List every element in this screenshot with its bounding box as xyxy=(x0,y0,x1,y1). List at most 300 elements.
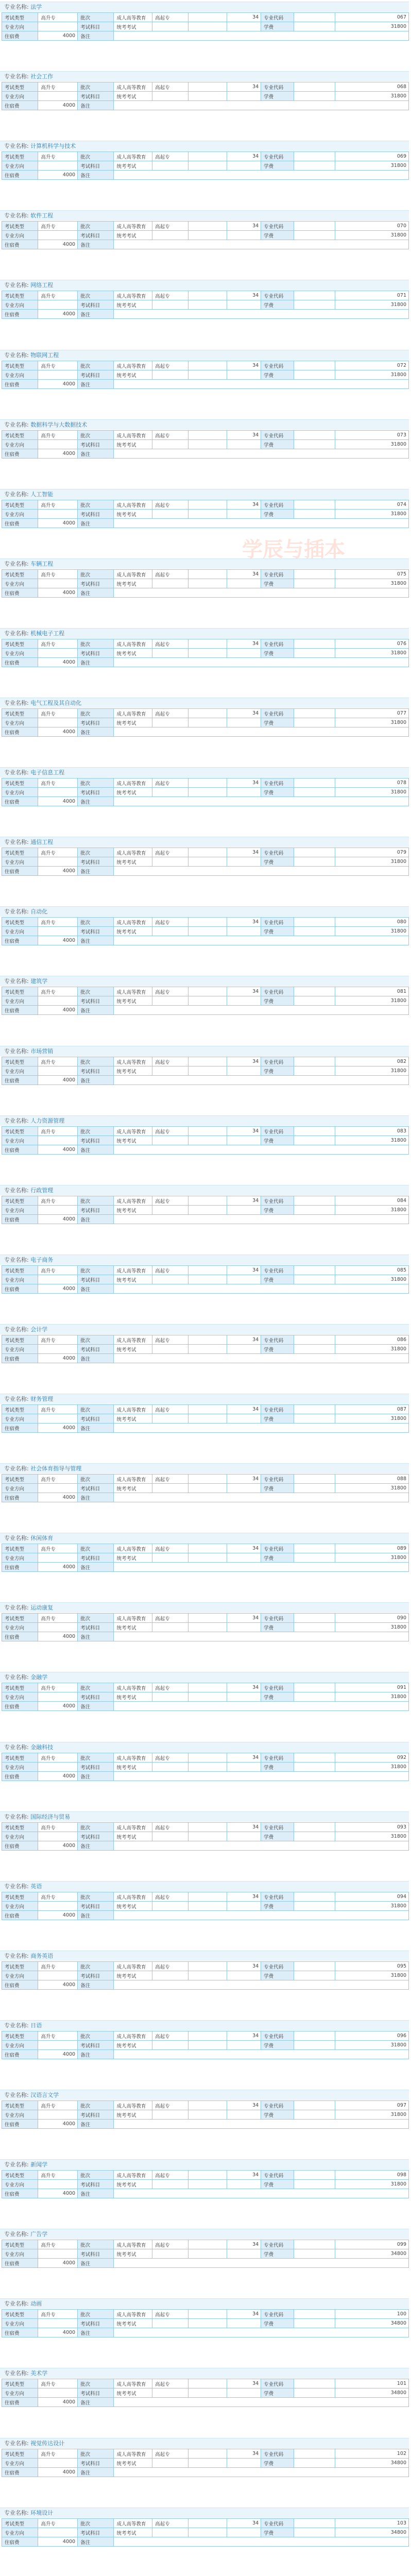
major-name: 电子信息工程 xyxy=(30,769,65,776)
blank-cell xyxy=(294,1127,335,1136)
label-major-code: 专业代码 xyxy=(261,1405,294,1414)
major-table xyxy=(2,1126,409,1155)
blank-cell xyxy=(294,2041,335,2050)
label-batch: 批次 xyxy=(78,13,114,22)
accommodation-fee-value: 4000 xyxy=(38,2050,78,2059)
label-major-code: 专业代码 xyxy=(261,2240,294,2249)
blank-cell xyxy=(227,1345,261,1354)
label-direction: 专业方向 xyxy=(2,1902,38,1911)
blank-cell xyxy=(227,857,261,867)
label-major-code: 专业代码 xyxy=(261,2310,294,2319)
major-block xyxy=(0,1324,411,1372)
blank-cell xyxy=(227,788,261,797)
tuition-value: 34800 xyxy=(335,2528,409,2537)
label-major-code: 专业代码 xyxy=(261,1544,294,1553)
label-exam-type: 考试类型 xyxy=(2,2031,38,2041)
label-batch: 批次 xyxy=(78,361,114,370)
tuition-value: 31800 xyxy=(335,1414,409,1423)
major-name: 电子商务 xyxy=(30,1257,54,1263)
major-name: 行政管理 xyxy=(30,1187,54,1194)
blank-cell xyxy=(294,1823,335,1832)
blank-cell xyxy=(294,161,335,171)
accommodation-fee-value: 4000 xyxy=(38,658,78,667)
label-tuition: 学费 xyxy=(261,2319,294,2328)
exam-type-value: 高升专 xyxy=(38,570,78,579)
major-block xyxy=(0,976,411,1024)
major-name: 数据科学与大数据技术 xyxy=(30,421,88,428)
major-title xyxy=(0,2,409,12)
blank-cell xyxy=(189,1136,227,1145)
label-direction: 专业方向 xyxy=(2,440,38,449)
batch-value: 成人高等教育 xyxy=(114,1614,152,1623)
blank-cell xyxy=(189,13,227,22)
label-note: 备注 xyxy=(78,2189,114,2198)
label-exam-subject: 考试科目 xyxy=(78,857,114,867)
major-name-label: 专业名称: xyxy=(4,630,31,637)
major-code-value: 072 xyxy=(335,361,409,370)
label-exam-type: 考试类型 xyxy=(2,82,38,92)
batch-value: 成人高等教育 xyxy=(114,2240,152,2249)
blank-cell xyxy=(294,2031,335,2041)
credits-value: 34 xyxy=(227,13,261,22)
batch-value: 成人高等教育 xyxy=(114,2379,152,2388)
batch-value: 成人高等教育 xyxy=(114,987,152,996)
accommodation-fee-value: 4000 xyxy=(38,2328,78,2337)
blank-cell xyxy=(189,1971,227,1980)
label-exam-subject: 考试科目 xyxy=(78,927,114,936)
major-title xyxy=(0,1324,409,1334)
label-exam-type: 考试类型 xyxy=(2,570,38,579)
label-tuition: 学费 xyxy=(261,370,294,380)
exam-subject-value: 统考考试 xyxy=(114,231,152,240)
direction-value xyxy=(38,92,78,101)
label-major-code: 专业代码 xyxy=(261,1475,294,1484)
blank-cell xyxy=(294,927,335,936)
note-value xyxy=(114,449,409,459)
major-block xyxy=(0,1115,411,1163)
blank-cell xyxy=(294,1614,335,1623)
label-batch: 批次 xyxy=(78,2310,114,2319)
label-accommodation-fee: 住宿费 xyxy=(2,1493,38,1502)
blank-cell xyxy=(227,1971,261,1980)
major-title xyxy=(0,1672,409,1682)
label-note: 备注 xyxy=(78,936,114,945)
blank-cell xyxy=(294,22,335,31)
accommodation-fee-value: 4000 xyxy=(38,31,78,41)
credits-value: 34 xyxy=(227,1962,261,1971)
blank-cell xyxy=(152,2249,189,2259)
major-name: 汉语言文学 xyxy=(30,2092,59,2098)
tuition-value: 31800 xyxy=(335,1623,409,1632)
note-value xyxy=(114,2328,409,2337)
major-table xyxy=(2,2379,409,2407)
level-value: 高起专 xyxy=(152,1753,189,1762)
note-value xyxy=(114,1423,409,1433)
exam-subject-value: 统考考试 xyxy=(114,1832,152,1841)
credits-value: 34 xyxy=(227,2379,261,2388)
label-exam-subject: 考试科目 xyxy=(78,1275,114,1284)
level-value: 高起专 xyxy=(152,152,189,161)
blank-cell xyxy=(152,1762,189,1772)
blank-cell xyxy=(294,152,335,161)
batch-value: 成人高等教育 xyxy=(114,639,152,649)
accommodation-fee-value: 4000 xyxy=(38,588,78,598)
blank-cell xyxy=(152,1692,189,1702)
major-table xyxy=(2,361,409,389)
blank-cell xyxy=(227,161,261,171)
credits-value: 34 xyxy=(227,1057,261,1066)
label-tuition: 学费 xyxy=(261,1206,294,1215)
blank-cell xyxy=(189,1692,227,1702)
blank-cell xyxy=(294,2319,335,2328)
blank-cell xyxy=(227,22,261,31)
direction-value xyxy=(38,579,78,588)
major-block xyxy=(0,628,411,676)
blank-cell xyxy=(152,1066,189,1076)
blank-cell xyxy=(152,1623,189,1632)
level-value: 高起专 xyxy=(152,361,189,370)
major-name-label: 专业名称: xyxy=(4,1744,31,1751)
exam-type-value: 高升专 xyxy=(38,2101,78,2110)
blank-cell xyxy=(152,579,189,588)
blank-cell xyxy=(294,222,335,231)
batch-value: 成人高等教育 xyxy=(114,152,152,161)
blank-cell xyxy=(189,361,227,370)
blank-cell xyxy=(189,1066,227,1076)
blank-cell xyxy=(294,1971,335,1980)
label-major-code: 专业代码 xyxy=(261,291,294,300)
accommodation-fee-value: 4000 xyxy=(38,1006,78,1015)
label-note: 备注 xyxy=(78,867,114,876)
label-note: 备注 xyxy=(78,1145,114,1155)
label-tuition: 学费 xyxy=(261,2180,294,2189)
exam-type-value: 高升专 xyxy=(38,82,78,92)
label-major-code: 专业代码 xyxy=(261,639,294,649)
exam-type-value: 高升专 xyxy=(38,1683,78,1692)
major-code-value: 068 xyxy=(335,82,409,92)
exam-subject-value: 统考考试 xyxy=(114,1971,152,1980)
major-table xyxy=(2,1892,409,1920)
label-major-code: 专业代码 xyxy=(261,2449,294,2459)
note-value xyxy=(114,1632,409,1641)
major-block xyxy=(0,489,411,537)
accommodation-fee-value: 4000 xyxy=(38,2120,78,2129)
level-value: 高起专 xyxy=(152,1823,189,1832)
blank-cell xyxy=(294,13,335,22)
label-accommodation-fee: 住宿费 xyxy=(2,2537,38,2547)
label-batch: 批次 xyxy=(78,1405,114,1414)
exam-subject-value: 统考考试 xyxy=(114,2528,152,2537)
watermark-logo: 学辰与插本 xyxy=(242,538,345,562)
blank-cell xyxy=(189,231,227,240)
note-value xyxy=(114,1354,409,1363)
major-block xyxy=(0,1185,411,1233)
batch-value: 成人高等教育 xyxy=(114,1196,152,1206)
blank-cell xyxy=(152,2319,189,2328)
credits-value: 34 xyxy=(227,361,261,370)
major-title xyxy=(0,1811,409,1822)
label-note: 备注 xyxy=(78,171,114,180)
major-table xyxy=(2,1753,409,1781)
label-major-code: 专业代码 xyxy=(261,1266,294,1275)
label-major-code: 专业代码 xyxy=(261,778,294,788)
label-direction: 专业方向 xyxy=(2,579,38,588)
label-direction: 专业方向 xyxy=(2,161,38,171)
blank-cell xyxy=(189,2319,227,2328)
label-tuition: 学费 xyxy=(261,649,294,658)
note-value xyxy=(114,1911,409,1920)
label-exam-subject: 考试科目 xyxy=(78,1206,114,1215)
major-name: 社会体育指导与管理 xyxy=(30,1465,82,1472)
label-note: 备注 xyxy=(78,658,114,667)
exam-type-value: 高升专 xyxy=(38,778,78,788)
blank-cell xyxy=(294,1623,335,1632)
label-exam-subject: 考试科目 xyxy=(78,1762,114,1772)
blank-cell xyxy=(189,1832,227,1841)
blank-cell xyxy=(189,82,227,92)
note-value xyxy=(114,2120,409,2129)
accommodation-fee-value: 4000 xyxy=(38,310,78,319)
major-title xyxy=(0,1115,409,1126)
credits-value: 34 xyxy=(227,2031,261,2041)
tuition-value: 31800 xyxy=(335,1832,409,1841)
note-value xyxy=(114,2050,409,2059)
accommodation-fee-value: 4000 xyxy=(38,867,78,876)
label-direction: 专业方向 xyxy=(2,1136,38,1145)
label-note: 备注 xyxy=(78,727,114,737)
blank-cell xyxy=(152,300,189,310)
label-exam-type: 考试类型 xyxy=(2,2310,38,2319)
major-code-value: 084 xyxy=(335,1196,409,1206)
major-block xyxy=(0,1046,411,1094)
major-block xyxy=(0,1881,411,1929)
label-exam-subject: 考试科目 xyxy=(78,22,114,31)
major-table xyxy=(2,639,409,667)
direction-value xyxy=(38,1832,78,1841)
major-code-value: 079 xyxy=(335,848,409,857)
label-tuition: 学费 xyxy=(261,440,294,449)
exam-type-value: 高升专 xyxy=(38,918,78,927)
blank-cell xyxy=(294,1066,335,1076)
direction-value xyxy=(38,231,78,240)
label-exam-subject: 考试科目 xyxy=(78,231,114,240)
credits-value: 34 xyxy=(227,2310,261,2319)
label-exam-type: 考试类型 xyxy=(2,778,38,788)
major-name-label: 专业名称: xyxy=(4,1535,31,1541)
major-title xyxy=(0,1255,409,1265)
note-value xyxy=(114,797,409,806)
major-name: 会计学 xyxy=(30,1326,48,1333)
tuition-value: 31800 xyxy=(335,1136,409,1145)
label-exam-subject: 考试科目 xyxy=(78,2041,114,2050)
exam-subject-value: 统考考试 xyxy=(114,510,152,519)
direction-value xyxy=(38,2041,78,2050)
label-accommodation-fee: 住宿费 xyxy=(2,1772,38,1781)
direction-value xyxy=(38,996,78,1006)
blank-cell xyxy=(152,370,189,380)
label-major-code: 专业代码 xyxy=(261,431,294,440)
major-name: 软件工程 xyxy=(30,212,54,219)
major-title xyxy=(0,71,409,81)
label-note: 备注 xyxy=(78,31,114,41)
direction-value xyxy=(38,1136,78,1145)
major-name-label: 专业名称: xyxy=(4,1187,31,1194)
label-exam-type: 考试类型 xyxy=(2,222,38,231)
label-major-code: 专业代码 xyxy=(261,570,294,579)
level-value: 高起专 xyxy=(152,500,189,510)
major-name-label: 专业名称: xyxy=(4,1674,31,1681)
exam-type-value: 高升专 xyxy=(38,1335,78,1345)
batch-value: 成人高等教育 xyxy=(114,13,152,22)
exam-subject-value: 统考考试 xyxy=(114,161,152,171)
batch-value: 成人高等教育 xyxy=(114,1127,152,1136)
label-note: 备注 xyxy=(78,240,114,249)
note-value xyxy=(114,240,409,249)
major-code-value: 067 xyxy=(335,13,409,22)
major-name: 英语 xyxy=(30,1883,42,1890)
level-value: 高起专 xyxy=(152,1683,189,1692)
blank-cell xyxy=(152,92,189,101)
major-table xyxy=(2,1961,409,1990)
exam-subject-value: 统考考试 xyxy=(114,1762,152,1772)
major-code-value: 083 xyxy=(335,1127,409,1136)
label-note: 备注 xyxy=(78,2328,114,2337)
level-value: 高起专 xyxy=(152,1614,189,1623)
label-accommodation-fee: 住宿费 xyxy=(2,240,38,249)
label-batch: 批次 xyxy=(78,222,114,231)
note-value xyxy=(114,31,409,41)
accommodation-fee-value: 4000 xyxy=(38,1841,78,1851)
label-major-code: 专业代码 xyxy=(261,1614,294,1623)
major-title xyxy=(0,2507,409,2518)
major-code-value: 087 xyxy=(335,1405,409,1414)
blank-cell xyxy=(189,1544,227,1553)
major-title xyxy=(0,1602,409,1613)
major-name-label: 专业名称: xyxy=(4,2440,31,2447)
accommodation-fee-value: 4000 xyxy=(38,2189,78,2198)
major-code-value: 098 xyxy=(335,2171,409,2180)
blank-cell xyxy=(189,1962,227,1971)
note-value xyxy=(114,1702,409,1711)
tuition-value: 31800 xyxy=(335,1692,409,1702)
blank-cell xyxy=(189,2041,227,2050)
major-block xyxy=(0,837,411,885)
blank-cell xyxy=(294,82,335,92)
batch-value: 成人高等教育 xyxy=(114,1266,152,1275)
label-direction: 专业方向 xyxy=(2,1832,38,1841)
label-tuition: 学费 xyxy=(261,161,294,171)
major-name: 动画 xyxy=(30,2300,42,2307)
exam-subject-value: 统考考试 xyxy=(114,857,152,867)
label-batch: 批次 xyxy=(78,1892,114,1902)
label-accommodation-fee: 住宿费 xyxy=(2,2398,38,2407)
note-value xyxy=(114,519,409,528)
blank-cell xyxy=(152,161,189,171)
label-major-code: 专业代码 xyxy=(261,2101,294,2110)
exam-type-value: 高升专 xyxy=(38,361,78,370)
label-accommodation-fee: 住宿费 xyxy=(2,2120,38,2129)
exam-subject-value: 统考考试 xyxy=(114,1345,152,1354)
exam-type-value: 高升专 xyxy=(38,2519,78,2528)
label-batch: 批次 xyxy=(78,1962,114,1971)
blank-cell xyxy=(294,718,335,727)
blank-cell xyxy=(189,848,227,857)
note-value xyxy=(114,588,409,598)
blank-cell xyxy=(227,2459,261,2468)
major-block xyxy=(0,280,411,328)
direction-value xyxy=(38,788,78,797)
label-exam-subject: 考试科目 xyxy=(78,161,114,171)
major-table xyxy=(2,2518,409,2547)
label-exam-type: 考试类型 xyxy=(2,1475,38,1484)
label-note: 备注 xyxy=(78,1354,114,1363)
blank-cell xyxy=(294,579,335,588)
blank-cell xyxy=(189,927,227,936)
major-name: 通信工程 xyxy=(30,839,54,845)
label-accommodation-fee: 住宿费 xyxy=(2,1215,38,1224)
credits-value: 34 xyxy=(227,1475,261,1484)
blank-cell xyxy=(152,2459,189,2468)
credits-value: 34 xyxy=(227,1753,261,1762)
major-title xyxy=(0,1463,409,1473)
exam-type-value: 高升专 xyxy=(38,2310,78,2319)
accommodation-fee-value: 4000 xyxy=(38,936,78,945)
label-exam-type: 考试类型 xyxy=(2,1823,38,1832)
exam-subject-value: 统考考试 xyxy=(114,2110,152,2120)
major-name-label: 专业名称: xyxy=(4,1465,31,1472)
blank-cell xyxy=(189,1892,227,1902)
exam-type-value: 高升专 xyxy=(38,1057,78,1066)
major-code-value: 071 xyxy=(335,291,409,300)
note-value xyxy=(114,380,409,389)
major-name-label: 专业名称: xyxy=(4,1883,31,1890)
blank-cell xyxy=(189,579,227,588)
major-code-value: 080 xyxy=(335,918,409,927)
label-accommodation-fee: 住宿费 xyxy=(2,797,38,806)
major-block xyxy=(0,2090,411,2138)
major-code-value: 073 xyxy=(335,431,409,440)
blank-cell xyxy=(227,1553,261,1563)
level-value: 高起专 xyxy=(152,2101,189,2110)
batch-value: 成人高等教育 xyxy=(114,1753,152,1762)
label-tuition: 学费 xyxy=(261,1692,294,1702)
blank-cell xyxy=(227,1066,261,1076)
label-major-code: 专业代码 xyxy=(261,13,294,22)
label-accommodation-fee: 住宿费 xyxy=(2,2050,38,2059)
label-note: 备注 xyxy=(78,2398,114,2407)
batch-value: 成人高等教育 xyxy=(114,291,152,300)
label-tuition: 学费 xyxy=(261,300,294,310)
blank-cell xyxy=(189,987,227,996)
tuition-value: 31800 xyxy=(335,510,409,519)
major-code-value: 077 xyxy=(335,709,409,718)
label-batch: 批次 xyxy=(78,82,114,92)
blank-cell xyxy=(294,778,335,788)
major-code-value: 096 xyxy=(335,2031,409,2041)
accommodation-fee-value: 4000 xyxy=(38,449,78,459)
label-accommodation-fee: 住宿费 xyxy=(2,1980,38,1990)
batch-value: 成人高等教育 xyxy=(114,1683,152,1692)
major-name-label: 专业名称: xyxy=(4,1396,31,1402)
label-exam-subject: 考试科目 xyxy=(78,370,114,380)
blank-cell xyxy=(227,92,261,101)
blank-cell xyxy=(294,1266,335,1275)
major-code-value: 089 xyxy=(335,1544,409,1553)
major-table xyxy=(2,1404,409,1433)
tuition-value: 31800 xyxy=(335,161,409,171)
direction-value xyxy=(38,440,78,449)
batch-value: 成人高等教育 xyxy=(114,1892,152,1902)
